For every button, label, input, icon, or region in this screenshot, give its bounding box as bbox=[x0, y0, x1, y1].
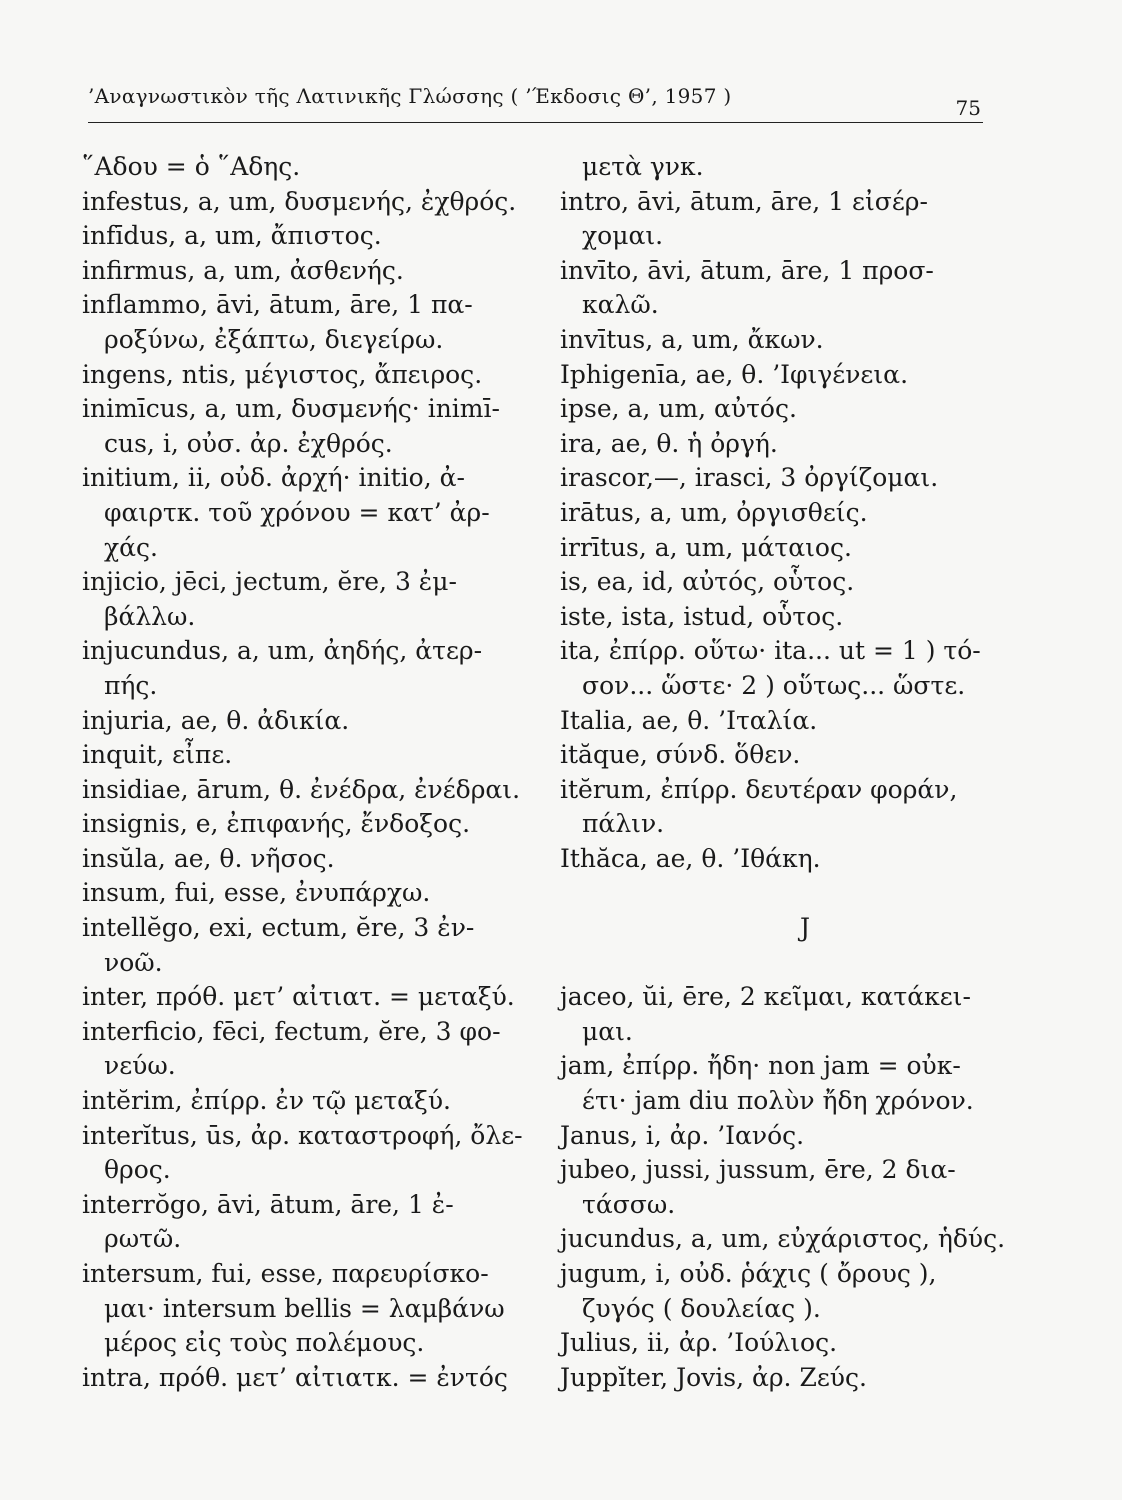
entry-line: ingens, ntis, μέγιστος, ἄπειρος. bbox=[82, 359, 483, 389]
entry-line: injuria, ae, θ. ἀδικία. bbox=[82, 705, 350, 735]
entry-line: injicio, jēci, jectum, ĕre, 3 ἐμ- bbox=[82, 567, 457, 597]
entry-line: χομαι. bbox=[582, 221, 664, 251]
entry-line: itĕrum, ἐπίρρ. δευτέραν φοράν, bbox=[560, 774, 958, 804]
entry-line: ῞Αδου = ὁ ῞Αδης. bbox=[82, 152, 301, 181]
entry-line: jam, ἐπίρρ. ἤδη· non jam = οὐκ- bbox=[560, 1051, 961, 1081]
page-number: 75 bbox=[955, 96, 981, 120]
header-title: ’Αναγνωστικὸν τῆς Λατινικῆς Γλώσσης ( ’Έκδοσις Θ’, 1957 ) bbox=[88, 84, 732, 108]
entry-line: ipse, a, um, αὐτός. bbox=[560, 394, 797, 424]
entry-line: νοῶ. bbox=[104, 947, 163, 977]
entry-line: Iphigenīa, ae, θ. ’Ιφιγένεια. bbox=[560, 359, 909, 389]
entry-line: jubeo, jussi, jussum, ēre, 2 δια- bbox=[560, 1155, 956, 1185]
entry-line: invīto, āvi, ātum, āre, 1 προσ- bbox=[560, 255, 934, 285]
entry-line: insum, fui, esse, ἐνυπάρχω. bbox=[82, 878, 431, 908]
entry-line: ităque, σύνδ. ὅθεν. bbox=[560, 740, 801, 770]
entry-line: injucundus, a, um, ἀηδής, ἀτερ- bbox=[82, 636, 483, 666]
entry-line: inquit, εἶπε. bbox=[82, 740, 233, 770]
entry-line: initium, ii, οὐδ. ἀρχή· initio, ἀ- bbox=[82, 463, 465, 493]
entry-line: Julius, ii, ἀρ. ’Ιούλιος. bbox=[560, 1328, 838, 1358]
entry-line: μετὰ γνκ. bbox=[582, 152, 704, 181]
entry-line: Juppĭter, Jovis, ἀρ. Ζεύς. bbox=[560, 1362, 867, 1392]
entry-line: πάλιν. bbox=[582, 809, 665, 839]
entry-line: interĭtus, ūs, ἀρ. καταστροφή, ὄλε- bbox=[82, 1120, 523, 1150]
entry-line: inter, πρόθ. μετ’ αἰτιατ. = μεταξύ. bbox=[82, 982, 515, 1012]
entry-line: θρος. bbox=[104, 1155, 171, 1185]
entry-line: invītus, a, um, ἄκων. bbox=[560, 324, 824, 354]
entry-line: insignis, e, ἐπιφανής, ἔνδοξος. bbox=[82, 809, 471, 839]
entry-line: irātus, a, um, ὀργισθείς. bbox=[560, 497, 868, 527]
left-column bbox=[82, 150, 552, 1395]
entry-line: ita, ἐπίρρ. οὕτω· ita... ut = 1 ) τό- bbox=[560, 636, 981, 666]
entry-line: jugum, i, οὐδ. ῥάχις ( ὄρους ), bbox=[560, 1259, 937, 1288]
entry-line: jucundus, a, um, εὐχάριστος, ἡδύς. bbox=[560, 1224, 1006, 1254]
entry-line: cus, i, οὐσ. ἀρ. ἐχθρός. bbox=[104, 428, 393, 458]
entry-line: infestus, a, um, δυσμενής, ἐχθρός. bbox=[82, 186, 517, 216]
entry-line: inflammo, āvi, ātum, āre, 1 πα- bbox=[82, 290, 473, 320]
entry-line: ira, ae, θ. ἡ ὀργή. bbox=[560, 428, 778, 458]
entry-line: inimīcus, a, um, δυσμενής· inimī- bbox=[82, 394, 500, 424]
entry-line: Ithăca, ae, θ. ’Ιθάκη. bbox=[560, 843, 821, 873]
entry-line: interrŏgo, āvi, ātum, āre, 1 ἐ- bbox=[82, 1189, 454, 1219]
entry-line: intellĕgo, exi, ectum, ĕre, 3 ἐν- bbox=[82, 913, 475, 943]
entry-line: ζυγός ( δουλείας ). bbox=[582, 1293, 821, 1323]
entry-line: irrītus, a, um, μάταιος. bbox=[560, 532, 852, 562]
entry-line: μαι. bbox=[582, 1016, 633, 1046]
entry-line: intersum, fui, esse, παρευρίσκο- bbox=[82, 1259, 489, 1288]
running-header bbox=[88, 82, 983, 123]
entry-line: χάς. bbox=[104, 532, 158, 562]
section-letter: J bbox=[799, 913, 811, 943]
entry-line: φαιρτκ. τοῦ χρόνου = κατ’ ἀρ- bbox=[104, 497, 490, 527]
entry-line: μαι· intersum bellis = λαμβάνω bbox=[104, 1293, 505, 1323]
entry-line: intra, πρόθ. μετ’ αἰτιατκ. = ἐντός bbox=[82, 1362, 508, 1392]
entry-line: μέρος εἰς τοὺς πολέμους. bbox=[104, 1328, 425, 1358]
entry-line: intĕrim, ἐπίρρ. ἐν τῷ μεταξύ. bbox=[82, 1086, 451, 1116]
entry-line: insidiae, ārum, θ. ἐνέδρα, ἐνέδραι. bbox=[82, 774, 521, 804]
entry-line: is, ea, id, αὐτός, οὗτος. bbox=[560, 567, 855, 597]
entry-line: Italia, ae, θ. ’Ιταλία. bbox=[560, 705, 818, 735]
right-column bbox=[560, 150, 1006, 1395]
entry-line: σον... ὥστε· 2 ) οὕτως... ὥστε. bbox=[582, 670, 966, 700]
entry-line: Janus, i, ἀρ. ’Ιανός. bbox=[560, 1120, 805, 1150]
entry-line: infirmus, a, um, ἀσθενής. bbox=[82, 255, 404, 285]
entry-line: intro, āvi, ātum, āre, 1 εἰσέρ- bbox=[560, 186, 928, 216]
entry-line: βάλλω. bbox=[104, 601, 196, 631]
entry-line: irascor,—, irasci, 3 ὀργίζομαι. bbox=[560, 463, 939, 493]
entry-line: έτι· jam diu πολὺν ἤδη χρόνον. bbox=[582, 1086, 974, 1116]
entry-line: infīdus, a, um, ἄπιστος. bbox=[82, 221, 382, 251]
entry-line: νεύω. bbox=[104, 1051, 176, 1081]
entry-line: τάσσω. bbox=[582, 1189, 676, 1219]
entry-line: ροξύνω, ἐξάπτω, διεγείρω. bbox=[104, 324, 444, 354]
entry-line: iste, ista, istud, οὗτος. bbox=[560, 601, 844, 631]
entry-line: insŭla, ae, θ. νῆσος. bbox=[82, 843, 335, 873]
entry-line: καλῶ. bbox=[582, 290, 659, 320]
entry-line: jaceo, ŭi, ēre, 2 κεῖμαι, κατάκει- bbox=[560, 982, 971, 1012]
entry-line: interficio, fēci, fectum, ĕre, 3 φο- bbox=[82, 1016, 501, 1046]
entry-line: ρωτῶ. bbox=[104, 1224, 182, 1254]
entry-line: πής. bbox=[104, 670, 158, 700]
